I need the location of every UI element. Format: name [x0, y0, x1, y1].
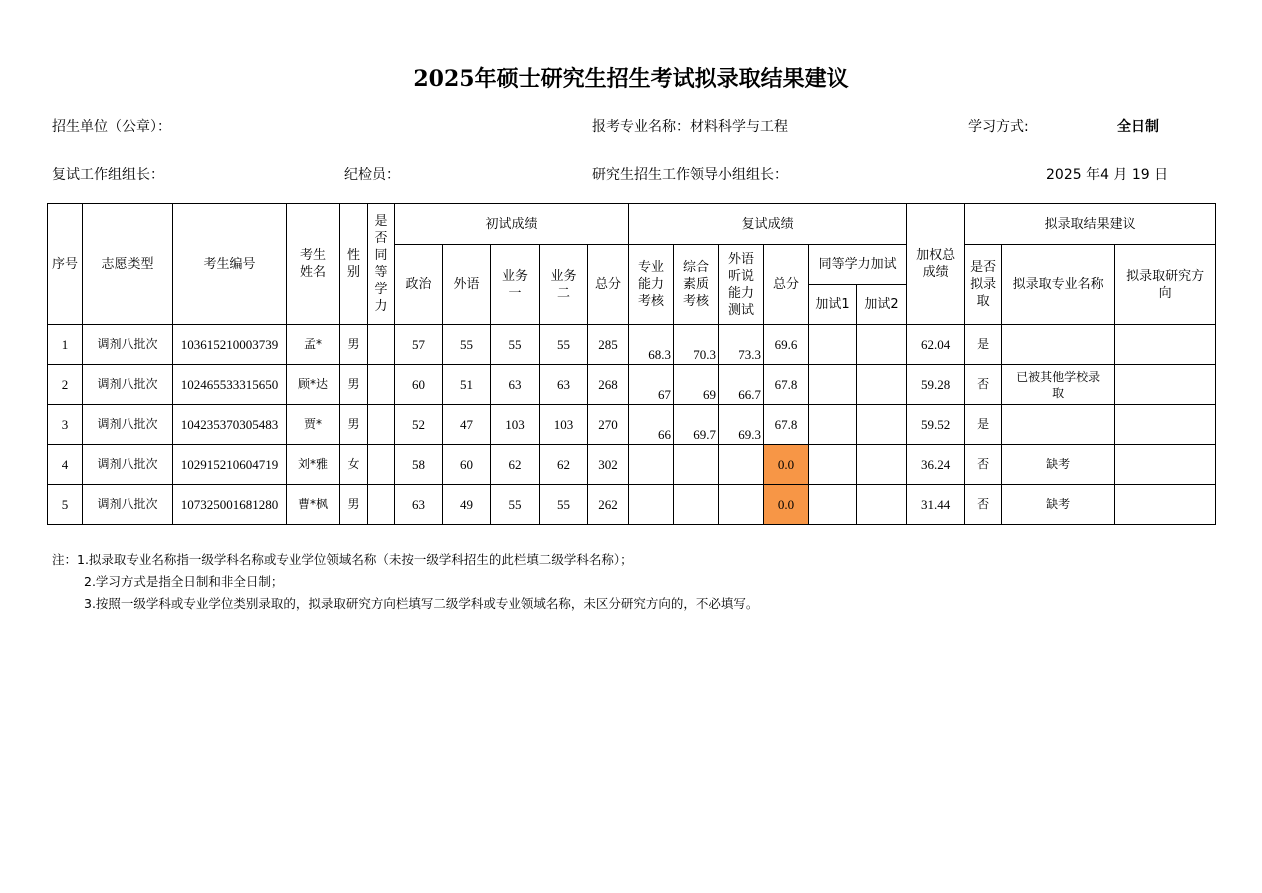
- cell-name: 顾*达: [287, 365, 340, 405]
- cell-pro: 68.3: [629, 325, 674, 365]
- cell-type: 调剂八批次: [83, 445, 173, 485]
- head-label: 研究生招生工作领导小组组长：: [592, 167, 788, 183]
- cell-politics: 60: [395, 365, 443, 405]
- cell-pro: 67: [629, 365, 674, 405]
- cell-quality: 69: [674, 365, 719, 405]
- cell-retest-total: 67.8: [764, 405, 809, 445]
- cell-foreign: 60: [443, 445, 491, 485]
- cell-admit-major: [1002, 405, 1115, 445]
- cell-admit: 是: [965, 405, 1002, 445]
- cell-equiv: [368, 405, 395, 445]
- cell-pro: [629, 485, 674, 525]
- cell-add2: [857, 445, 907, 485]
- cell-course2: 55: [540, 485, 588, 525]
- page-title: 2025年硕士研究生招生考试拟录取结果建议: [413, 66, 849, 92]
- cell-equiv: [368, 485, 395, 525]
- table-row: [48, 365, 1216, 405]
- header-quality: 综合素质考核: [674, 245, 719, 325]
- cell-course1: 103: [491, 405, 540, 445]
- cell-retest-total: 0.0: [764, 485, 809, 525]
- footnotes: [52, 549, 758, 615]
- cell-quality: [674, 485, 719, 525]
- cell-seq: 5: [48, 485, 83, 525]
- cell-type: 调剂八批次: [83, 365, 173, 405]
- mode-label: 学习方式:: [968, 119, 1029, 135]
- cell-course2: 103: [540, 405, 588, 445]
- cell-listening: 69.3: [719, 405, 764, 445]
- cell-pro: 66: [629, 405, 674, 445]
- table-row: [48, 405, 1216, 445]
- cell-admit: 是: [965, 325, 1002, 365]
- cell-course1: 62: [491, 445, 540, 485]
- header-add2: 加试2: [857, 285, 907, 325]
- cell-seq: 4: [48, 445, 83, 485]
- header-equiv: 是否同等学力: [368, 204, 395, 325]
- cell-course1: 63: [491, 365, 540, 405]
- cell-listening: 73.3: [719, 325, 764, 365]
- cell-politics: 52: [395, 405, 443, 445]
- cell-admit-direction: [1115, 365, 1216, 405]
- header-prelim: 初试成绩: [395, 204, 629, 245]
- cell-weighted: 36.24: [907, 445, 965, 485]
- header-type: 志愿类型: [83, 204, 173, 325]
- header-admit-direction: 拟录取研究方向: [1115, 245, 1216, 325]
- cell-gender: 男: [340, 365, 368, 405]
- header-suggestion: 拟录取结果建议: [965, 204, 1216, 245]
- cell-admit: 否: [965, 445, 1002, 485]
- cell-id: 103615210003739: [173, 325, 287, 365]
- cell-admit-major: [1002, 325, 1115, 365]
- cell-add1: [809, 325, 857, 365]
- cell-name: 贾*: [287, 405, 340, 445]
- header-course2: 业务二: [540, 245, 588, 325]
- cell-listening: [719, 445, 764, 485]
- unit-label: 招生单位（公章）：: [52, 119, 171, 135]
- cell-add1: [809, 405, 857, 445]
- header-pro: 专业能力考核: [629, 245, 674, 325]
- cell-add1: [809, 365, 857, 405]
- table-row: [48, 445, 1216, 485]
- cell-admit: 否: [965, 485, 1002, 525]
- date-text: 2025 年4 月 19 日: [1046, 167, 1169, 183]
- header-id: 考生编号: [173, 204, 287, 325]
- cell-admit-major: 缺考: [1002, 445, 1115, 485]
- cell-weighted: 62.04: [907, 325, 965, 365]
- cell-gender: 男: [340, 325, 368, 365]
- cell-add2: [857, 405, 907, 445]
- cell-gender: 男: [340, 405, 368, 445]
- cell-admit-direction: [1115, 445, 1216, 485]
- cell-id: 104235370305483: [173, 405, 287, 445]
- cell-prelim-total: 270: [588, 405, 629, 445]
- footnote-3: 3.按照一级学科或专业学位类别录取的，拟录取研究方向栏填写二级学科或专业领域名称，未区分研究方向的，不必填写。: [84, 596, 759, 611]
- cell-seq: 2: [48, 365, 83, 405]
- cell-admit-major: 已被其他学校录取: [1002, 365, 1115, 405]
- header-seq: 序号: [48, 204, 83, 325]
- cell-foreign: 49: [443, 485, 491, 525]
- cell-quality: 69.7: [674, 405, 719, 445]
- cell-course2: 62: [540, 445, 588, 485]
- inspector-label: 纪检员：: [344, 167, 400, 183]
- cell-name: 孟*: [287, 325, 340, 365]
- cell-seq: 1: [48, 325, 83, 365]
- cell-retest-total: 67.8: [764, 365, 809, 405]
- header-prelim-total: 总分: [588, 245, 629, 325]
- cell-weighted: 59.52: [907, 405, 965, 445]
- cell-name: 刘*雅: [287, 445, 340, 485]
- cell-admit-direction: [1115, 325, 1216, 365]
- header-retest: 复试成绩: [629, 204, 907, 245]
- cell-prelim-total: 262: [588, 485, 629, 525]
- cell-gender: 男: [340, 485, 368, 525]
- cell-id: 107325001681280: [173, 485, 287, 525]
- cell-retest-total: 69.6: [764, 325, 809, 365]
- cell-add1: [809, 445, 857, 485]
- cell-politics: 63: [395, 485, 443, 525]
- table-row: [48, 325, 1216, 365]
- cell-retest-total: 0.0: [764, 445, 809, 485]
- cell-admit-direction: [1115, 485, 1216, 525]
- cell-quality: 70.3: [674, 325, 719, 365]
- footnote-1: 注：1.拟录取专业名称指一级学科名称或专业学位领域名称（未按一级学科招生的此栏填二级学科名称）；: [52, 552, 633, 567]
- header-weighted: 加权总成绩: [907, 204, 965, 325]
- cell-course1: 55: [491, 485, 540, 525]
- header-gender: 性别: [340, 204, 368, 325]
- cell-equiv: [368, 445, 395, 485]
- header-course1: 业务一: [491, 245, 540, 325]
- cell-pro: [629, 445, 674, 485]
- header-admit: 是否拟录取: [965, 245, 1002, 325]
- cell-prelim-total: 302: [588, 445, 629, 485]
- cell-prelim-total: 268: [588, 365, 629, 405]
- footnote-2: 2.学习方式是指全日制和非全日制；: [84, 574, 284, 589]
- cell-gender: 女: [340, 445, 368, 485]
- cell-type: 调剂八批次: [83, 485, 173, 525]
- cell-foreign: 55: [443, 325, 491, 365]
- cell-course1: 55: [491, 325, 540, 365]
- cell-add2: [857, 365, 907, 405]
- table-row: [48, 485, 1216, 525]
- cell-admit: 否: [965, 365, 1002, 405]
- cell-type: 调剂八批次: [83, 405, 173, 445]
- cell-add2: [857, 485, 907, 525]
- cell-admit-major: 缺考: [1002, 485, 1115, 525]
- header-listening: 外语听说能力测试: [719, 245, 764, 325]
- cell-prelim-total: 285: [588, 325, 629, 365]
- cell-weighted: 59.28: [907, 365, 965, 405]
- leader-label: 复试工作组组长：: [52, 167, 164, 183]
- cell-listening: [719, 485, 764, 525]
- cell-name: 曹*枫: [287, 485, 340, 525]
- cell-id: 102465533315650: [173, 365, 287, 405]
- header-name: 考生姓名: [287, 204, 340, 325]
- cell-seq: 3: [48, 405, 83, 445]
- cell-course2: 55: [540, 325, 588, 365]
- header-admit-major: 拟录取专业名称: [1002, 245, 1115, 325]
- cell-foreign: 47: [443, 405, 491, 445]
- cell-weighted: 31.44: [907, 485, 965, 525]
- cell-equiv: [368, 325, 395, 365]
- header-politics: 政治: [395, 245, 443, 325]
- major-label: 报考专业名称：材料科学与工程: [592, 119, 788, 135]
- cell-admit-direction: [1115, 405, 1216, 445]
- cell-course2: 63: [540, 365, 588, 405]
- header-equiv-add: 同等学力加试: [809, 245, 907, 285]
- cell-foreign: 51: [443, 365, 491, 405]
- header-foreign: 外语: [443, 245, 491, 325]
- cell-quality: [674, 445, 719, 485]
- results-table: [47, 203, 1216, 525]
- cell-politics: 57: [395, 325, 443, 365]
- cell-listening: 66.7: [719, 365, 764, 405]
- mode-value: 全日制: [1117, 119, 1159, 135]
- header-add1: 加试1: [809, 285, 857, 325]
- cell-politics: 58: [395, 445, 443, 485]
- cell-add2: [857, 325, 907, 365]
- cell-equiv: [368, 365, 395, 405]
- cell-add1: [809, 485, 857, 525]
- header-retest-total: 总分: [764, 245, 809, 325]
- cell-type: 调剂八批次: [83, 325, 173, 365]
- cell-id: 102915210604719: [173, 445, 287, 485]
